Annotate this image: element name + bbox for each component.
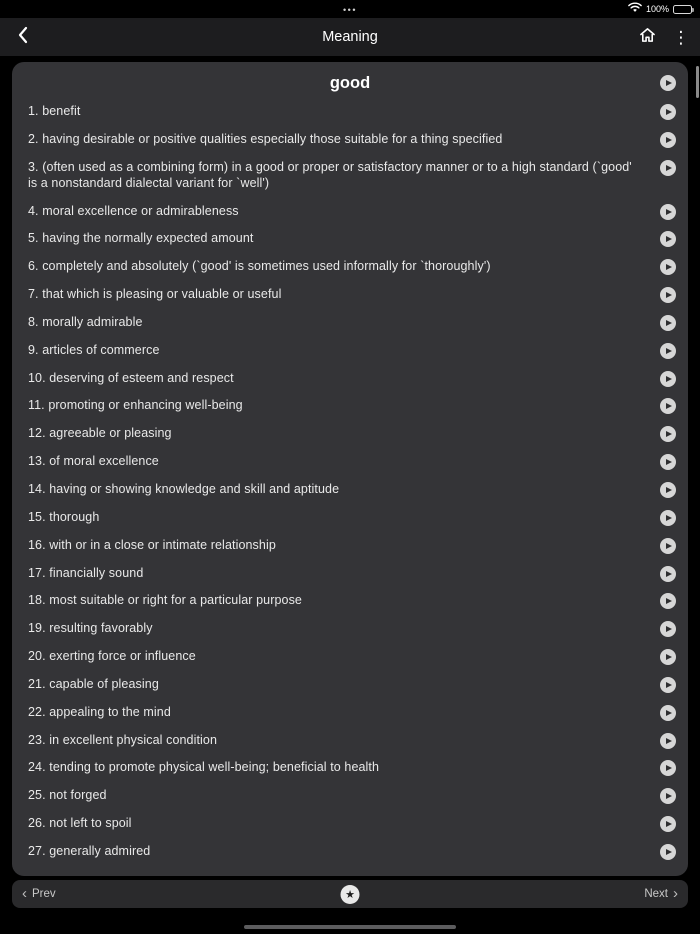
definition-row [28,258,676,275]
kebab-menu-icon: ⋮ [672,27,690,47]
definition-text: 24. tending to promote physical well-being; beneficial to health [28,760,380,775]
definition-text: 3. (often used as a combining form) in a good or proper or satisfactory manner or to a high standard (`good' is a nonstandard dialectal variant for `well') [28,159,632,191]
definition-row [28,704,676,721]
definition-row [28,815,676,832]
definition-text: 19. resulting favorably [28,621,153,636]
status-dots: ••• [343,5,357,15]
definition-text: 12. agreeable or pleasing [28,426,172,441]
scrollbar-thumb[interactable] [696,66,699,98]
play-definition-button[interactable] [660,259,676,275]
definition-row [28,592,676,609]
play-definition-button[interactable] [660,454,676,470]
play-icon [666,793,672,799]
play-definition-button[interactable] [660,844,676,860]
play-icon [666,264,672,270]
status-bar [0,0,700,18]
play-definition-button[interactable] [660,343,676,359]
play-icon [666,654,672,660]
definition-text: 8. morally admirable [28,314,143,329]
definition-text: 20. exerting force or influence [28,649,196,664]
status-right-cluster [628,0,692,18]
play-definition-button[interactable] [660,104,676,120]
back-button[interactable] [8,23,36,51]
definition-text: 2. having desirable or positive qualities especially those suitable for a thing specified [28,131,503,146]
definition-text: 4. moral excellence or admirableness [28,203,239,218]
back-chevron-icon [17,26,28,49]
play-icon [666,626,672,632]
play-icon [666,459,672,465]
definition-row [28,565,676,582]
play-icon [666,738,672,744]
play-icon [666,431,672,437]
next-button[interactable] [644,886,678,902]
card-title-row [12,62,688,95]
play-icon [666,821,672,827]
play-definition-button[interactable] [660,566,676,582]
definition-text: 11. promoting or enhancing well-being [28,398,243,413]
play-icon [666,236,672,242]
definition-row [28,131,676,148]
page-title: Meaning [322,29,378,45]
definitions-list [12,95,688,876]
play-definition-button[interactable] [660,426,676,442]
definition-row [28,759,676,776]
play-icon [666,543,672,549]
play-definition-button[interactable] [660,482,676,498]
definition-row [28,620,676,637]
definition-row [28,286,676,303]
battery-icon [673,5,692,14]
play-icon [666,515,672,521]
play-definition-button[interactable] [660,287,676,303]
play-definition-button[interactable] [660,788,676,804]
favorite-button[interactable] [341,885,360,904]
definition-text: 25. not forged [28,788,107,803]
play-icon [666,348,672,354]
definition-text: 1. benefit [28,104,81,118]
play-definition-button[interactable] [660,621,676,637]
play-definition-button[interactable] [660,649,676,665]
definition-text: 23. in excellent physical condition [28,732,218,747]
play-icon [666,765,672,771]
play-definition-button[interactable] [660,816,676,832]
play-definition-button[interactable] [660,677,676,693]
chevron-left-icon: ‹ [22,885,27,902]
definition-row [28,159,676,192]
play-icon [666,209,672,215]
play-definition-button[interactable] [660,371,676,387]
definition-text: 15. thorough [28,509,100,524]
play-icon [666,571,672,577]
star-icon: ★ [345,888,355,901]
play-icon [666,320,672,326]
play-icon [666,487,672,493]
home-icon [639,27,656,48]
play-icon [666,710,672,716]
next-label: Next [644,888,668,900]
definition-row [28,342,676,359]
play-icon [666,598,672,604]
chevron-right-icon: › [673,885,678,902]
play-definition-button[interactable] [660,398,676,414]
wifi-icon [628,0,642,18]
definition-text: 6. completely and absolutely (`good' is sometimes used informally for `thoroughly') [28,259,491,274]
definition-row [28,732,676,749]
play-definition-button[interactable] [660,705,676,721]
word-card [12,62,688,876]
play-icon [666,165,672,171]
definition-row [28,676,676,693]
play-icon [666,137,672,143]
play-word-button[interactable] [660,75,676,91]
play-definition-button[interactable] [660,593,676,609]
definition-row [28,203,676,220]
play-definition-button[interactable] [660,733,676,749]
definition-row [28,481,676,498]
definition-row [28,230,676,247]
definition-row [28,453,676,470]
definition-row [28,370,676,387]
definition-text: 7. that which is pleasing or valuable or useful [28,287,282,302]
definition-row [28,425,676,442]
play-icon [666,682,672,688]
definition-row [28,103,676,120]
overflow-menu-button[interactable] [668,24,694,50]
play-definition-button[interactable] [660,315,676,331]
play-definition-button[interactable] [660,132,676,148]
play-icon [666,292,672,298]
play-icon [666,109,672,115]
definition-row [28,787,676,804]
definition-row [28,648,676,665]
definition-text: 14. having or showing knowledge and skill and aptitude [28,481,340,496]
definition-text: 21. capable of pleasing [28,676,159,691]
play-icon [666,849,672,855]
home-button[interactable] [634,24,660,50]
definition-row [28,537,676,554]
word-title: good [329,74,371,92]
play-definition-button[interactable] [660,231,676,247]
definition-text: 27. generally admired [28,843,151,858]
prev-button[interactable] [22,886,56,902]
definition-row [28,843,676,860]
play-definition-button[interactable] [660,204,676,220]
definition-text: 17. financially sound [28,565,144,580]
definition-row [28,314,676,331]
play-definition-button[interactable] [660,538,676,554]
definition-text: 9. articles of commerce [28,342,160,357]
play-icon [666,80,672,86]
prev-label: Prev [32,888,56,900]
definition-text: 13. of moral excellence [28,454,159,469]
definition-text: 16. with or in a close or intimate relationship [28,537,276,552]
definition-text: 22. appealing to the mind [28,704,171,719]
definition-row [28,397,676,414]
play-icon [666,403,672,409]
definition-row [28,509,676,526]
definition-text: 10. deserving of esteem and respect [28,370,234,385]
play-icon [666,376,672,382]
play-definition-button[interactable] [660,760,676,776]
definition-text: 18. most suitable or right for a particular purpose [28,593,302,608]
nav-bar [0,18,700,56]
play-definition-button[interactable] [660,160,676,176]
definition-text: 26. not left to spoil [28,816,132,831]
footer-bar [12,880,688,908]
battery-percentage: 100% [645,4,669,14]
definition-text: 5. having the normally expected amount [28,231,254,246]
home-indicator[interactable] [244,925,456,929]
play-definition-button[interactable] [660,510,676,526]
